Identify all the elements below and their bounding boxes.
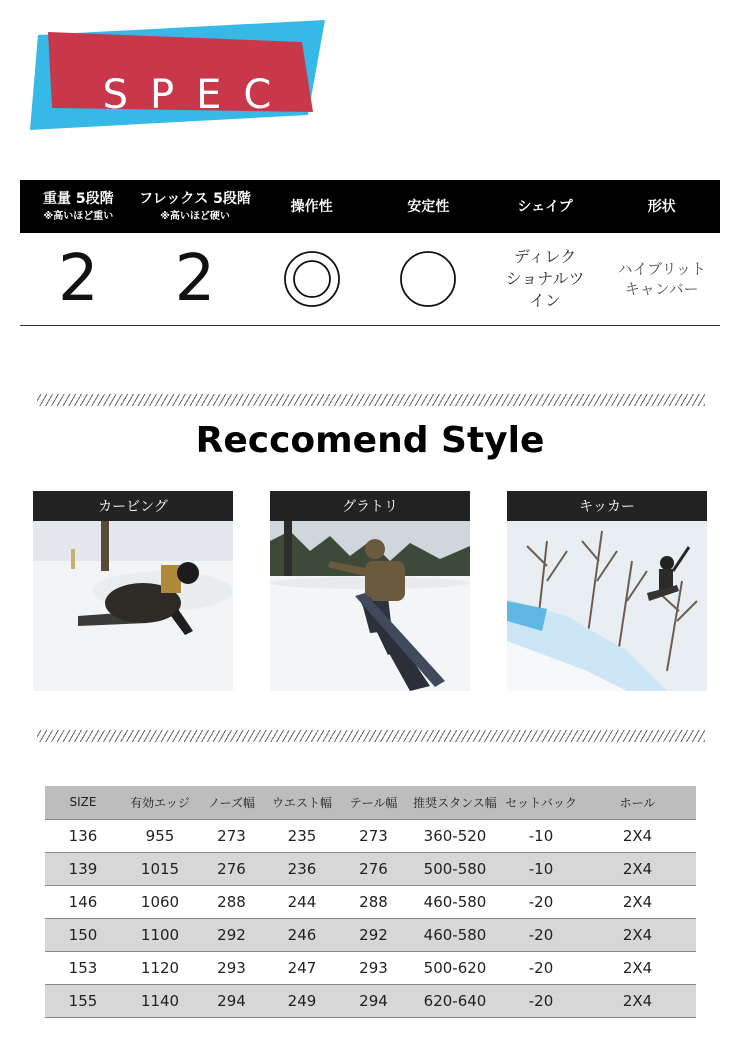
table-cell: -10 [503, 819, 579, 852]
spec-header-shape: シェイプ [517, 198, 573, 215]
table-cell: 1120 [121, 951, 199, 984]
table-cell: 2X4 [579, 951, 696, 984]
spec-form-cell [603, 233, 720, 325]
spec-form-value: ハイブリット キャンバー [617, 260, 706, 298]
table-cell: 2X4 [579, 984, 696, 1017]
size-header-holes: ホール [579, 786, 696, 819]
ground-tricks-photo [270, 521, 470, 691]
table-cell: 273 [340, 819, 407, 852]
table-cell: 273 [199, 819, 264, 852]
table-cell: 955 [121, 819, 199, 852]
table-cell: -10 [503, 852, 579, 885]
table-cell: 2X4 [579, 852, 696, 885]
table-cell: 139 [45, 852, 121, 885]
double-circle-icon [282, 249, 342, 309]
table-row [45, 918, 696, 951]
recommend-style-title: Reccomend Style [195, 420, 545, 461]
table-cell: 500-580 [407, 852, 503, 885]
banner-title: SPEC [102, 72, 294, 118]
size-header-setback: セットバック [503, 786, 579, 819]
circle-icon [398, 249, 458, 309]
size-table-header-row [45, 786, 696, 819]
kicker-photo [507, 521, 707, 691]
spec-header-form: 形状 [647, 198, 676, 215]
size-table [45, 786, 696, 1018]
table-cell: 136 [45, 819, 121, 852]
table-cell: 500-620 [407, 951, 503, 984]
style-label-ground-tricks: グラトリ [270, 491, 470, 521]
spec-shape-cell [487, 233, 604, 325]
table-cell: 292 [199, 918, 264, 951]
spec-maneuverability-cell [253, 233, 370, 325]
style-card-kicker [507, 491, 707, 691]
table-row [45, 852, 696, 885]
table-cell: 2X4 [579, 819, 696, 852]
table-cell: 2X4 [579, 885, 696, 918]
table-cell: 153 [45, 951, 121, 984]
table-cell: 244 [264, 885, 340, 918]
style-label-kicker: キッカー [507, 491, 707, 521]
table-cell: 1100 [121, 918, 199, 951]
table-cell: -20 [503, 918, 579, 951]
style-card-ground-tricks [270, 491, 470, 691]
table-row [45, 984, 696, 1017]
table-cell: 276 [199, 852, 264, 885]
spec-header-weight: 重量 5段階 ※高いほど重い [43, 191, 114, 222]
spec-flex-value: 2 [174, 242, 216, 316]
table-cell: 1015 [121, 852, 199, 885]
carving-photo [33, 521, 233, 691]
table-cell: -20 [503, 885, 579, 918]
size-header-effective-edge: 有効エッジ [121, 786, 199, 819]
table-row [45, 885, 696, 918]
table-cell: 155 [45, 984, 121, 1017]
table-cell: 236 [264, 852, 340, 885]
table-row [45, 819, 696, 852]
table-cell: 292 [340, 918, 407, 951]
spec-header-stability: 安定性 [407, 198, 450, 215]
style-card-carving [33, 491, 233, 691]
table-cell: 293 [199, 951, 264, 984]
table-cell: 288 [340, 885, 407, 918]
spec-table-header [20, 180, 720, 233]
table-cell: 276 [340, 852, 407, 885]
size-header-stance-width: 推奨スタンス幅 [407, 786, 503, 819]
table-cell: 1140 [121, 984, 199, 1017]
table-cell: 294 [199, 984, 264, 1017]
table-cell: 460-580 [407, 918, 503, 951]
spec-weight-cell [20, 233, 137, 325]
table-cell: 235 [264, 819, 340, 852]
hatch-divider [37, 730, 705, 742]
table-cell: 246 [264, 918, 340, 951]
size-header-size: SIZE [45, 786, 121, 819]
table-cell: 294 [340, 984, 407, 1017]
table-cell: 293 [340, 951, 407, 984]
spec-header-flex: フレックス 5段階 ※高いほど硬い [139, 191, 251, 222]
table-cell: -20 [503, 984, 579, 1017]
table-row [45, 951, 696, 984]
size-header-nose-width: ノーズ幅 [199, 786, 264, 819]
table-cell: 360-520 [407, 819, 503, 852]
style-label-carving: カービング [33, 491, 233, 521]
spec-flex-cell [137, 233, 254, 325]
table-cell: 288 [199, 885, 264, 918]
hatch-divider [37, 394, 705, 406]
table-cell: 247 [264, 951, 340, 984]
table-cell: 249 [264, 984, 340, 1017]
table-cell: 620-640 [407, 984, 503, 1017]
table-cell: 2X4 [579, 918, 696, 951]
table-cell: 1060 [121, 885, 199, 918]
spec-stability-cell [370, 233, 487, 325]
size-header-tail-width: テール幅 [340, 786, 407, 819]
spec-banner [30, 20, 330, 135]
size-header-waist-width: ウエスト幅 [264, 786, 340, 819]
table-cell: 146 [45, 885, 121, 918]
spec-weight-value: 2 [57, 242, 99, 316]
spec-table-body [20, 233, 720, 326]
table-cell: 150 [45, 918, 121, 951]
spec-shape-value: ディレク ショナルツ イン [505, 247, 585, 310]
table-cell: -20 [503, 951, 579, 984]
spec-header-maneuverability: 操作性 [290, 198, 333, 215]
table-cell: 460-580 [407, 885, 503, 918]
